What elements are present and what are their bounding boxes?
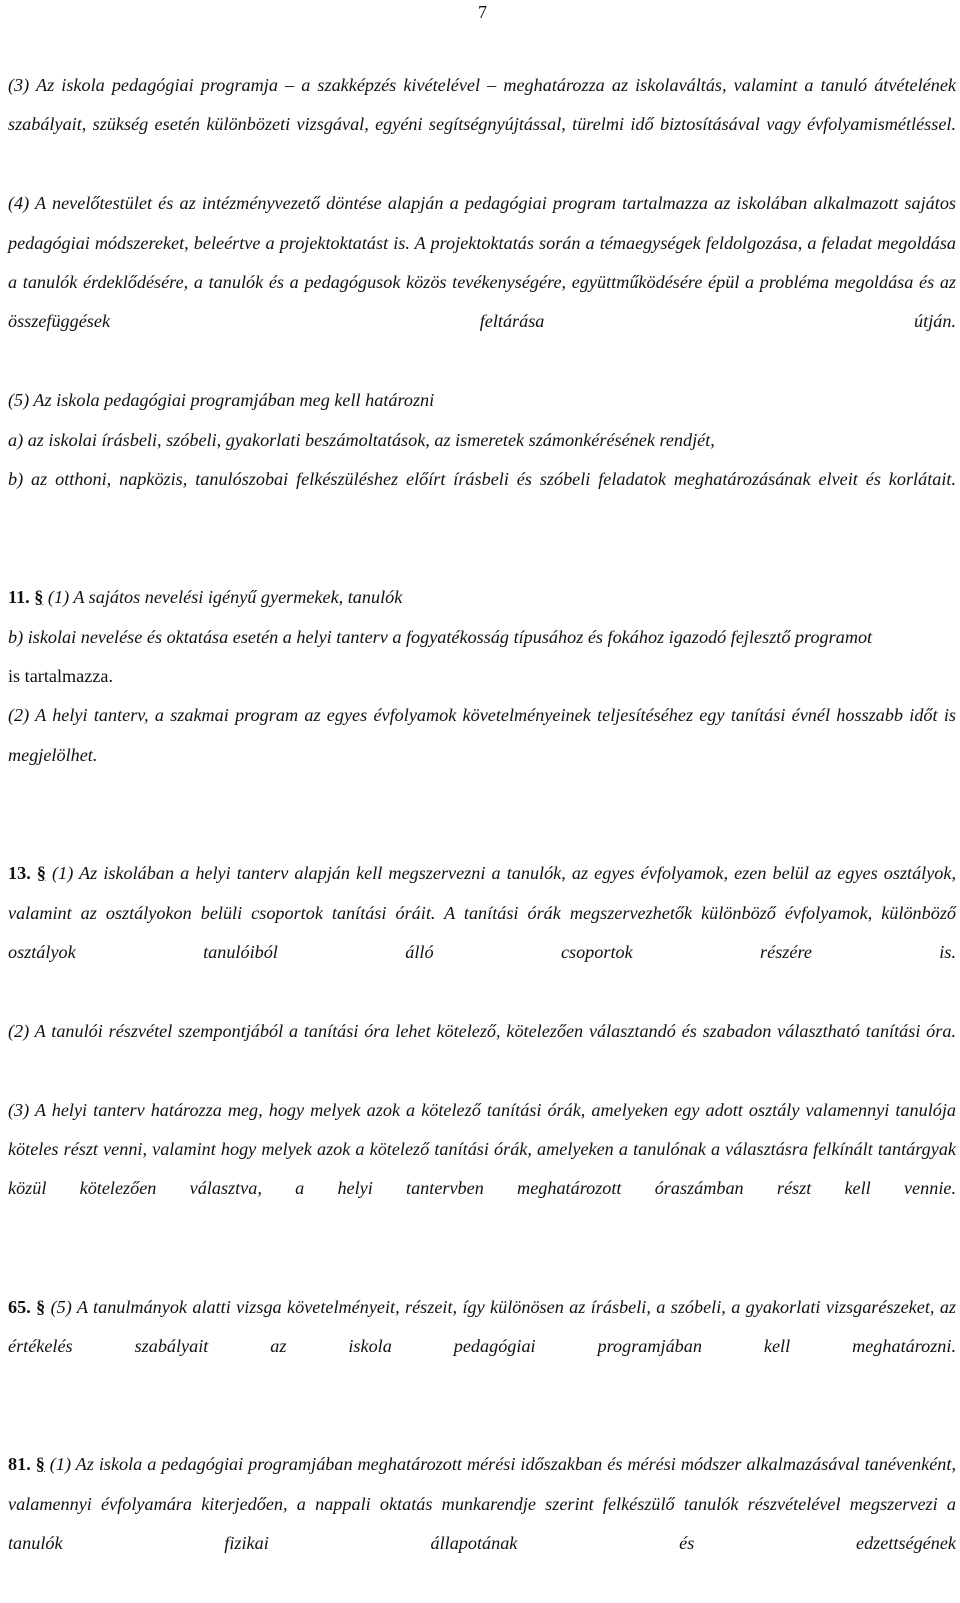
section-13-text-1: (1) Az iskolában a helyi tanterv alapján kell megszervezni a tanulók, az egyes évfolyamok, ezen belül az egyes osztályok, valamint az osztályokon belüli csoportok tanítási óráit. A tanítási órák megszervezhetők különböző évfolyamok, különböző osztályok tanulóiból álló csoportok részére is.	[8, 863, 957, 962]
section-11-paragraph-1: (1) A sajátos nevelési igényű gyermekek, tanulók	[47, 587, 403, 608]
section-gap	[8, 815, 956, 854]
section-13-paragraph-2: (2) A tanulói részvétel szempontjából a tanítási óra lehet kötelező, kötelezően választandó és szabadon választható tanítási óra.	[8, 1020, 956, 1041]
section-sign: §	[34, 587, 44, 608]
section-11-heading	[8, 578, 956, 617]
section-sign: §	[36, 1296, 46, 1317]
paragraph-5: (5) Az iskola pedagógiai programjában meg kell határozni	[8, 390, 435, 411]
section-number: 11.	[8, 587, 30, 608]
section-gap	[8, 1248, 956, 1287]
paragraph-5b: b) az otthoni, napközis, tanulószobai felkészüléshez előírt írásbeli és szóbeli feladatok meghatározásának elveit és korlátait.	[8, 469, 956, 490]
section-65-paragraph-5	[8, 1288, 956, 1406]
section-gap	[8, 539, 956, 578]
section-65-text-5: (5) A tanulmányok alatti vizsga követelményeit, részeit, így különösen az írásbeli, a szóbeli, a gyakorlati vizsgarészeket, az értékelés szabályait az iskola pedagógiai programjában kell meghatározni.	[8, 1296, 956, 1356]
section-13-paragraph-1	[8, 854, 956, 1012]
document-body	[8, 66, 956, 1603]
paragraph-5a: a) az iskolai írásbeli, szóbeli, gyakorlati beszámoltatások, az ismeretek számonkérésének rendjét,	[8, 429, 715, 450]
paragraph-3: (3) Az iskola pedagógiai programja – a szakképzés kivételével – meghatározza az iskolaváltás, valamint a tanuló átvételének szabályait, szükség esetén különbözeti vizsgával, egyéni segítségnyújtással, türelmi idő biztosításával vagy évfolyamismétléssel.	[8, 75, 956, 135]
section-11-paragraph-2: (2) A helyi tanterv, a szakmai program az egyes évfolyamok követelményeinek teljesítéséhez egy tanítási évnél hosszabb időt is megjelölhet.	[8, 705, 956, 765]
section-81-text-1: (1) Az iskola a pedagógiai programjában meghatározott mérési időszakban és mérési módszer alkalmazásával tanévenként, valamennyi évfolyamára kiterjedően, a nappali oktatás munkarendje szerint felkészülő tanulók részvételével megszervezi a tanulók fizikai állapotának és edzettségének	[8, 1454, 956, 1553]
paragraph-4: (4) A nevelőtestület és az intézményvezető döntése alapján a pedagógiai program tartalmazza az iskolában alkalmazott sajátos pedagógiai módszereket, beleértve a projektoktatást is. A projektoktatás során a témaegységek feldolgozása, a feladat megoldása a tanulók érdeklődésére, a tanulók és a pedagógusok közös tevékenységére, együttműködésére épül a probléma megoldása és az összefüggések feltárása útján.	[8, 193, 956, 332]
section-81-paragraph-1	[8, 1445, 956, 1603]
section-number: 65.	[8, 1296, 31, 1317]
section-gap	[8, 1406, 956, 1445]
section-13-paragraph-3: (3) A helyi tanterv határozza meg, hogy melyek azok a kötelező tanítási órák, amelyeken egy adott osztály valamennyi tanulója köteles részt venni, valamint hogy melyek azok a kötelező tanítási órák, amelyeken a tanulónak a választásra felkínált tantárgyak közül kötelezően választva, a helyi tantervben meghatározott óraszámban részt kell vennie.	[8, 1099, 956, 1199]
section-11-paragraph-1c: is tartalmazza.	[8, 666, 114, 687]
section-sign: §	[35, 1454, 45, 1475]
page-number: 7	[478, 2, 487, 22]
section-number: 13.	[8, 863, 31, 884]
section-11-paragraph-1b: b) iskolai nevelése és oktatása esetén a helyi tanterv a fogyatékosság típusához és fokához igazodó fejlesztő programot	[8, 626, 873, 647]
section-sign: §	[36, 863, 46, 884]
section-number: 81.	[8, 1454, 31, 1475]
